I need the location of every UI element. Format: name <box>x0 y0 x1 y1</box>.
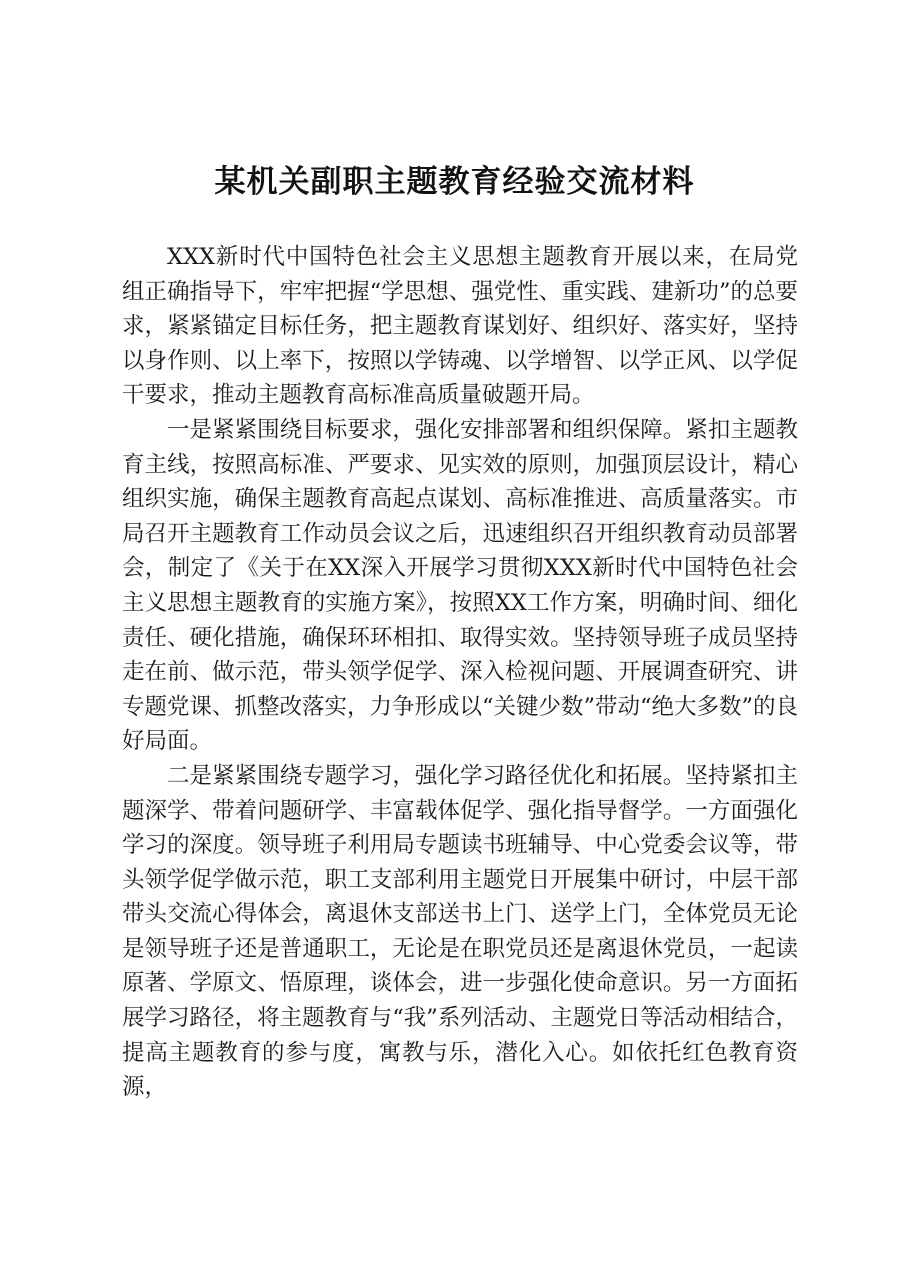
document-title: 某机关副职主题教育经验交流材料 <box>214 164 695 200</box>
paragraph-point-two: 二是紧紧围绕专题学习，强化学习路径优化和拓展。坚持紧扣主题深学、带着问题研学、丰富载体促学、强化指导督学。一方面强化学习的深度。领导班子利用局专题读书班辅导、中心党委会议等，带头领学促学做示范，职工支部利用主题党日开展集中研讨，中层干部带头交流心得体会，离退休支部送书上门、送学上门，全体党员无论是领导班子还是普通职工，无论是在职党员还是离退休党员，一起读原著、学原文、悟原理，谈体会，进一步强化使命意识。另一方面拓展学习路径，将主题教育与“我”系列活动、主题党日等活动相结合，提高主题教育的参与度，寓教与乐，潜化入心。如依托红色教育资源， <box>122 762 798 1101</box>
paragraph-point-one: 一是紧紧围绕目标要求，强化安排部署和组织保障。紧扣主题教育主线，按照高标准、严要求、见实效的原则，加强顶层设计，精心组织实施，确保主题教育高起点谋划、高标准推进、高质量落实。市局召开主题教育工作动员会议之后，迅速组织召开组织教育动员部署会，制定了《关于在XX深入开展学习贯彻XXX新时代中国特色社会主义思想主题教育的实施方案》，按照XX工作方案，明确时间、细化责任、硬化措施，确保环环相扣、取得实效。坚持领导班子成员坚持走在前、做示范，带头领学促学、深入检视问题、开展调查研究、讲专题党课、抓整改落实，力争形成以“关键少数”带动“绝大多数”的良好局面。 <box>122 416 799 755</box>
document-body <box>122 240 798 1105</box>
paragraph-intro: XXX新时代中国特色社会主义思想主题教育开展以来，在局党组正确指导下，牢牢把握“学思想、强党性、重实践、建新功”的总要求，紧紧锚定目标任务，把主题教育谋划好、组织好、落实好，坚持以身作则、以上率下，按照以学铸魂、以学增智、以学正风、以学促干要求，推动主题教育高标准高质量破题开局。 <box>122 244 798 409</box>
